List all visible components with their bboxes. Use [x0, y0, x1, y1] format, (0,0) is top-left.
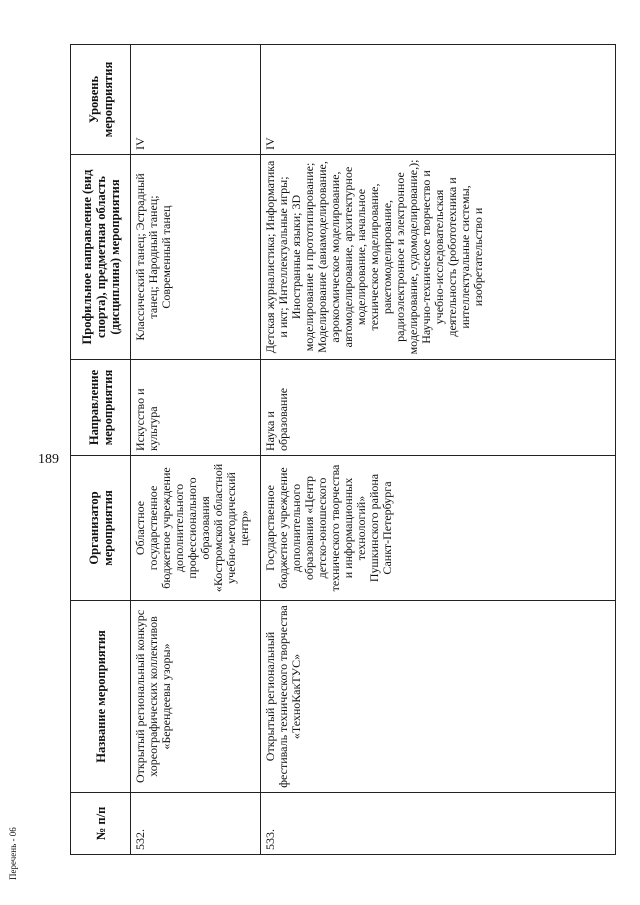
event-profile: Классический танец; Эстрадный танец; Народный танец; Современный танец — [131, 155, 261, 360]
footer-label: Перечень - 06 — [8, 827, 18, 880]
event-level: IV — [261, 45, 616, 155]
table-row — [261, 45, 616, 855]
header-direction: Направление мероприятия — [71, 360, 131, 456]
event-profile: Детская журналистика; Информатика и икт; Интеллектуальные игры; Иностранные языки; 3D моделирование и прототипирование; Моделирование (авиамоделирование, аэрокосмическое моделирование, автомоделирование, архитектурное моделирование, начальное техническое моделирование, ракетомоделирование, радиоэлектронное и электронное моделирование, судомоделирование,); Научно-техническое творчество и учебно-исследовательская деятельность (робототехника и интеллектуальные системы, изобретательство и — [261, 155, 616, 360]
table-header-row — [71, 45, 131, 855]
event-organizer: Областное государственное бюджетное учреждение дополнительного профессионального образования «Костромской областной учебно-методический центр» — [131, 456, 261, 601]
event-name: Открытый региональный фестиваль технического творчества «ТехноКакТУС» — [261, 601, 616, 793]
header-number: № п/п — [71, 793, 131, 855]
event-organizer: Государственное бюджетное учреждение дополнительного образования «Центр детско-юношеского технического творчества и информационных технологий» Пушкинского района Санкт-Петербурга — [261, 456, 616, 601]
rotated-table-page — [70, 45, 615, 855]
page-number: 189 — [38, 452, 59, 467]
header-profile: Профильное направление (вид спорта), предметная область (дисциплина) мероприятия — [71, 155, 131, 360]
header-event-name: Название мероприятия — [71, 601, 131, 793]
header-level: Уровень мероприятия — [71, 45, 131, 155]
table-row — [131, 45, 261, 855]
event-name: Открытый региональный конкурс хореографических коллективов «Берендеевы узоры» — [131, 601, 261, 793]
event-direction: Искусство и культура — [131, 360, 261, 456]
event-level: IV — [131, 45, 261, 155]
row-number: 532. — [131, 793, 261, 855]
row-number: 533. — [261, 793, 616, 855]
events-table — [70, 44, 616, 855]
event-direction: Наука и образование — [261, 360, 616, 456]
header-organizer: Организатор мероприятия — [71, 456, 131, 601]
